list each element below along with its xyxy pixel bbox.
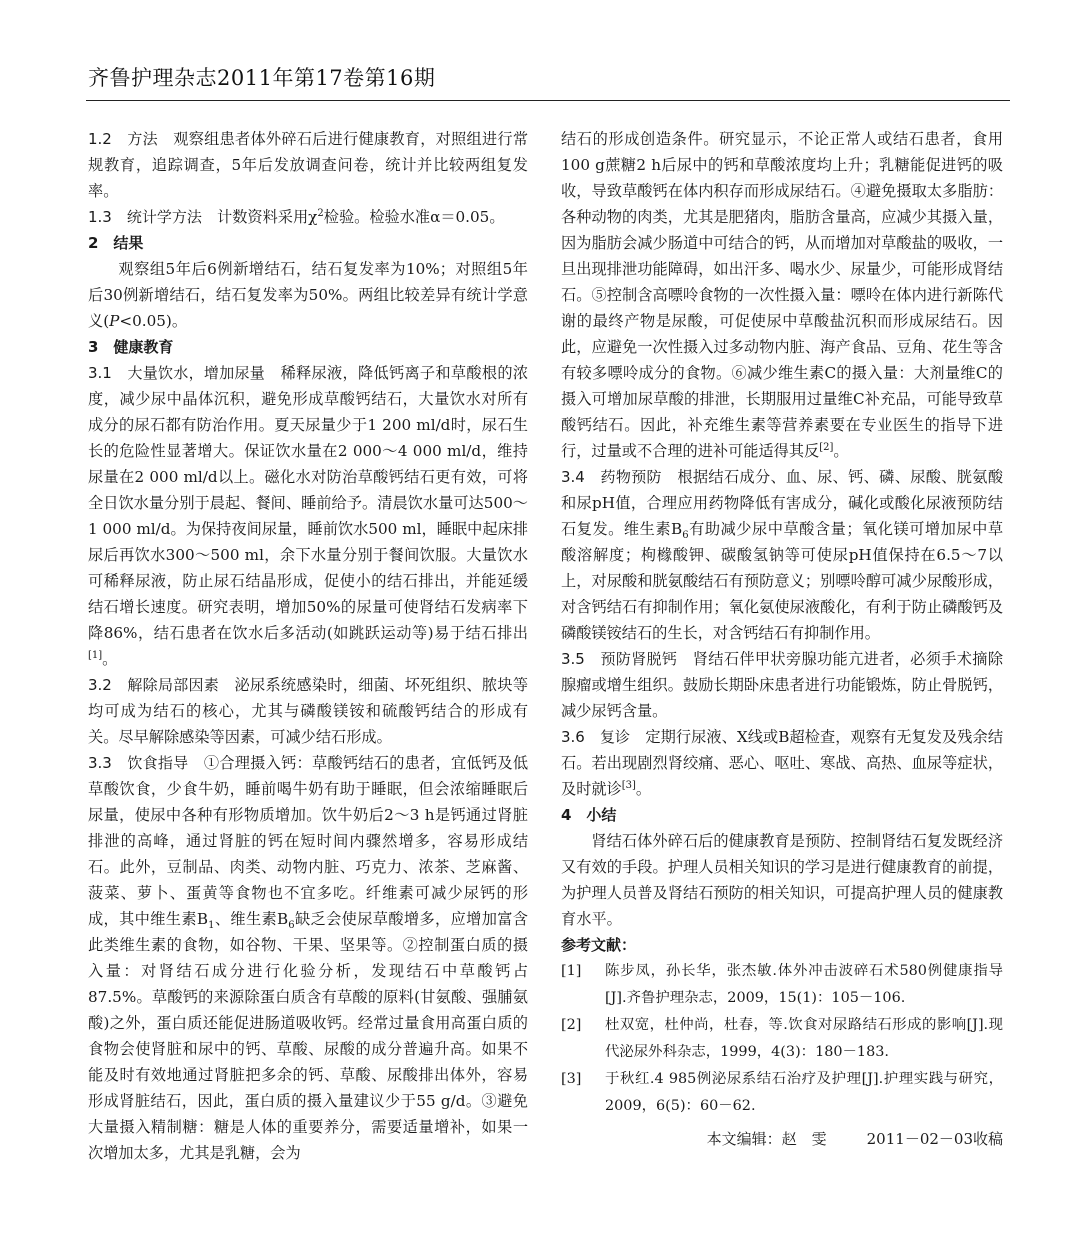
section-3-2: [88, 672, 528, 750]
citation: [2]: [819, 441, 834, 453]
paragraph-text: 观察组5年后6例新增结石，结石复发率为10%；对照组5年后30例新增结石，结石复发率为50%。两组比较差异有统计学意义(: [88, 260, 528, 330]
paragraph-text: 检验。检验水准α＝0.05。: [323, 208, 505, 226]
paragraph-text: <0.05)。: [119, 312, 188, 330]
reference-number: [1]: [561, 963, 582, 979]
reference-text: 杜双宽，杜仲尚，杜春，等.饮食对尿路结石形成的影响[J].现代泌尿外科杂志，1999，4(3)：180－183.: [605, 1017, 1003, 1060]
journal-header: 齐鲁护理杂志2011年第17卷第16期: [88, 66, 436, 90]
section-3-heading: 3 健康教育: [88, 338, 174, 356]
reference-number: [3]: [561, 1071, 582, 1087]
citation: [3]: [621, 779, 636, 791]
section-heading: 3.1 大量饮水，增加尿量: [88, 364, 266, 382]
editor-name: 本文编辑：赵 雯: [706, 1130, 827, 1148]
section-1-3: [88, 204, 528, 230]
reference-number: [2]: [561, 1017, 582, 1033]
paragraph-text: 、维生素B: [214, 910, 289, 928]
reference-item: [561, 1066, 1003, 1120]
subscript: 1: [208, 920, 215, 932]
reference-item: [561, 1012, 1003, 1066]
paragraph-text: 结石的形成创造条件。研究显示，不论正常人或结石患者，食用100 g蔗糖2 h后尿中的钙和草酸浓度均上升；乳糖能促进钙的吸收，导致草酸钙在体内积存而形成尿结石。④避免摄取太多脂肪：各种动物的肉类，尤其是肥猪肉，脂肪含量高，应减少其摄入量，因为脂肪会减少肠道中可结合的钙，从而增加对草酸盐的吸收，一旦出现排泄功能障碍，如出汗多、喝水少、尿量少，可能形成肾结石。⑤控制含高嘌呤食物的一次性摄入量：嘌呤在体内进行新陈代谢的最终产物是尿酸，可促使尿中草酸盐沉积而形成尿结石。因此，应避免一次性摄入过多动物内脏、海产食品、豆角、花生等含有较多嘌呤成分的食物。⑥减少维生素C的摄入量：大剂量维C的摄入可增加尿草酸的排泄，长期服用过量维C补充品，可能导致草酸钙结石。因此，补充维生素等营养素要在专业医生的指导下进行，过量或不合理的进补可能适得其反: [561, 130, 1003, 460]
section-2-text: [88, 256, 528, 334]
subscript: 6: [288, 920, 295, 932]
section-heading: 1.2 方法: [88, 130, 158, 148]
editor-footer: [561, 1126, 1003, 1152]
paragraph-text: 根据结石成分、血、尿、钙、磷、尿酸、胱氨酸和尿pH值，合理应用药物降低有害成分，碱化或酸化尿液预防结石复发。维生素B: [561, 468, 1004, 538]
header-rule: [86, 100, 1010, 101]
paragraph-text: 计数资料采用χ: [217, 208, 318, 226]
reference-text: 于秋红.4 985例泌尿系结石治疗及护理[J].护理实践与研究，2009，6(5)：60－62.: [605, 1071, 1003, 1114]
section-3-3-continued: [561, 126, 1003, 464]
left-column: [88, 126, 528, 1166]
p-symbol: P: [109, 312, 120, 330]
reference-item: [561, 958, 1003, 1012]
section-3-6: [561, 724, 1003, 802]
section-4-heading: 4 小结: [561, 806, 617, 824]
paragraph-text: 观察组患者体外碎石后进行健康教育，对照组进行常规教育，追踪调查，5年后发放调查问卷，统计并比较两组复发率。: [88, 130, 529, 200]
section-2-heading: 2 结果: [88, 234, 144, 252]
paragraph-text: 稀释尿液，降低钙离子和草酸根的浓度，减少尿中晶体沉积，避免形成草酸钙结石，大量饮水对所有成分的尿石都有防治作用。夏天尿量少于1 200 ml/d时，尿石生长的危险性显著增大。保证饮水量在2 000～4 000 ml/d，维持尿量在2 000 ml/d以上。磁化水对防治草酸钙结石更有效，可将全日饮水量分别于晨起、餐间、睡前给予。清晨饮水量可达500～1 000 ml/d。为保持夜间尿量，睡前饮水500 ml，睡眠中起床排尿后再饮水300～500 ml，余下水量分别于餐间饮服。大量饮水可稀释尿液，防止尿石结晶形成，促使小的结石排出，并能延缓结石增长速度。研究表明，增加50%的尿量可使肾结石发病率下降86%，结石患者在饮水后多活动(如跳跃运动等)易于结石排出: [88, 364, 529, 642]
section-3-4: [561, 464, 1003, 646]
paragraph-text: ①合理摄入钙：草酸钙结石的患者，宜低钙及低草酸饮食，少食牛奶，睡前喝牛奶有助于睡眠，但会浓缩睡眠后尿量，使尿中各种有形物质增加。饮牛奶后2～3 h是钙通过肾脏排泄的高峰，通过肾脏的钙在短时间内骤然增多，容易形成结石。此外，豆制品、肉类、动物内脏、巧克力、浓茶、芝麻酱、菠菜、萝卜、蛋黄等食物也不宜多吃。纤维素可减少尿钙的形成，其中维生素B: [88, 754, 529, 928]
section-heading: 3.2 解除局部因素: [88, 676, 220, 694]
paragraph-text: 有助减少尿中草酸含量；氧化镁可增加尿中草酸溶解度；枸橼酸钾、碳酸氢钠等可使尿pH值保持在6.5～7以上，对尿酸和胱氨酸结石有预防意义；别嘌呤醇可减少尿酸形成，对含钙结石有抑制作用；氧化氨使尿液酸化，有利于防止磷酸钙及磷酸镁铵结石的生长，对含钙结石有抑制作用。: [561, 520, 1004, 642]
reference-text: 陈步凤，孙长华，张杰敏.体外冲击波碎石术580例健康指导[J].齐鲁护理杂志，2009，15(1)：105－106.: [605, 963, 1003, 1006]
paragraph-text: 肾结石伴甲状旁腺功能亢进者，必须手术摘除腺瘤或增生组织。鼓励长期卧床患者进行功能锻炼，防止骨脱钙，减少尿钙含量。: [561, 650, 1004, 720]
right-column: [561, 126, 1003, 1152]
section-1-2: [88, 126, 528, 204]
superscript: 2: [317, 207, 324, 219]
citation: [1]: [88, 649, 103, 661]
section-3-1: [88, 360, 528, 672]
paragraph-text: 。: [833, 442, 849, 460]
section-3-3: [88, 750, 528, 1166]
paragraph-text: 泌尿系统感染时，细菌、坏死组织、脓块等均可成为结石的核心，尤其与磷酸镁铵和硫酸钙结合的形成有关。尽早解除感染等因素，可减少结石形成。: [88, 676, 529, 746]
received-date: 2011－02－03收稿: [866, 1130, 1003, 1148]
section-4-text: 肾结石体外碎石后的健康教育是预防、控制肾结石复发既经济又有效的手段。护理人员相关知识的学习是进行健康教育的前提，为护理人员普及肾结石预防的相关知识，可提高护理人员的健康教育水平。: [561, 832, 1003, 928]
paragraph-text: 。: [635, 780, 652, 798]
section-heading: 3.3 饮食指导: [88, 754, 189, 772]
subscript: 6: [682, 530, 689, 542]
section-3-5: [561, 646, 1003, 724]
references-title: 参考文献：: [561, 936, 637, 954]
section-heading: 3.4 药物预防: [561, 468, 662, 486]
paragraph-text: 。: [102, 650, 118, 668]
paragraph-text: 缺乏会使尿草酸增多，应增加富含此类维生素的食物，如谷物、干果、坚果等。②控制蛋白质的摄入量：对肾结石成分进行化验分析，发现结石中草酸钙占87.5%。草酸钙的来源除蛋白质含有草酸的原料(甘氨酸、强脯氨酸)之外，蛋白质还能促进肠道吸收钙。经常过量食用高蛋白质的食物会使肾脏和尿中的钙、草酸、尿酸的成分普遍升高。如果不能及时有效地通过肾脏把多余的钙、草酸、尿酸排出体外，容易形成肾脏结石，因此，蛋白质的摄入量建议少于55 g/d。③避免大量摄入精制糖：糖是人体的重要养分，需要适量增补，如果一次增加太多，尤其是乳糖，会为: [88, 910, 528, 1162]
section-heading: 1.3 统计学方法: [88, 208, 202, 226]
paragraph-text: 定期行尿液、X线或B超检查，观察有无复发及残余结石。若出现剧烈肾绞痛、恶心、呕吐、寒战、高热、血尿等症状，及时就诊: [561, 728, 1004, 798]
section-heading: 3.6 复诊: [561, 728, 631, 746]
section-heading: 3.5 预防肾脱钙: [561, 650, 678, 668]
